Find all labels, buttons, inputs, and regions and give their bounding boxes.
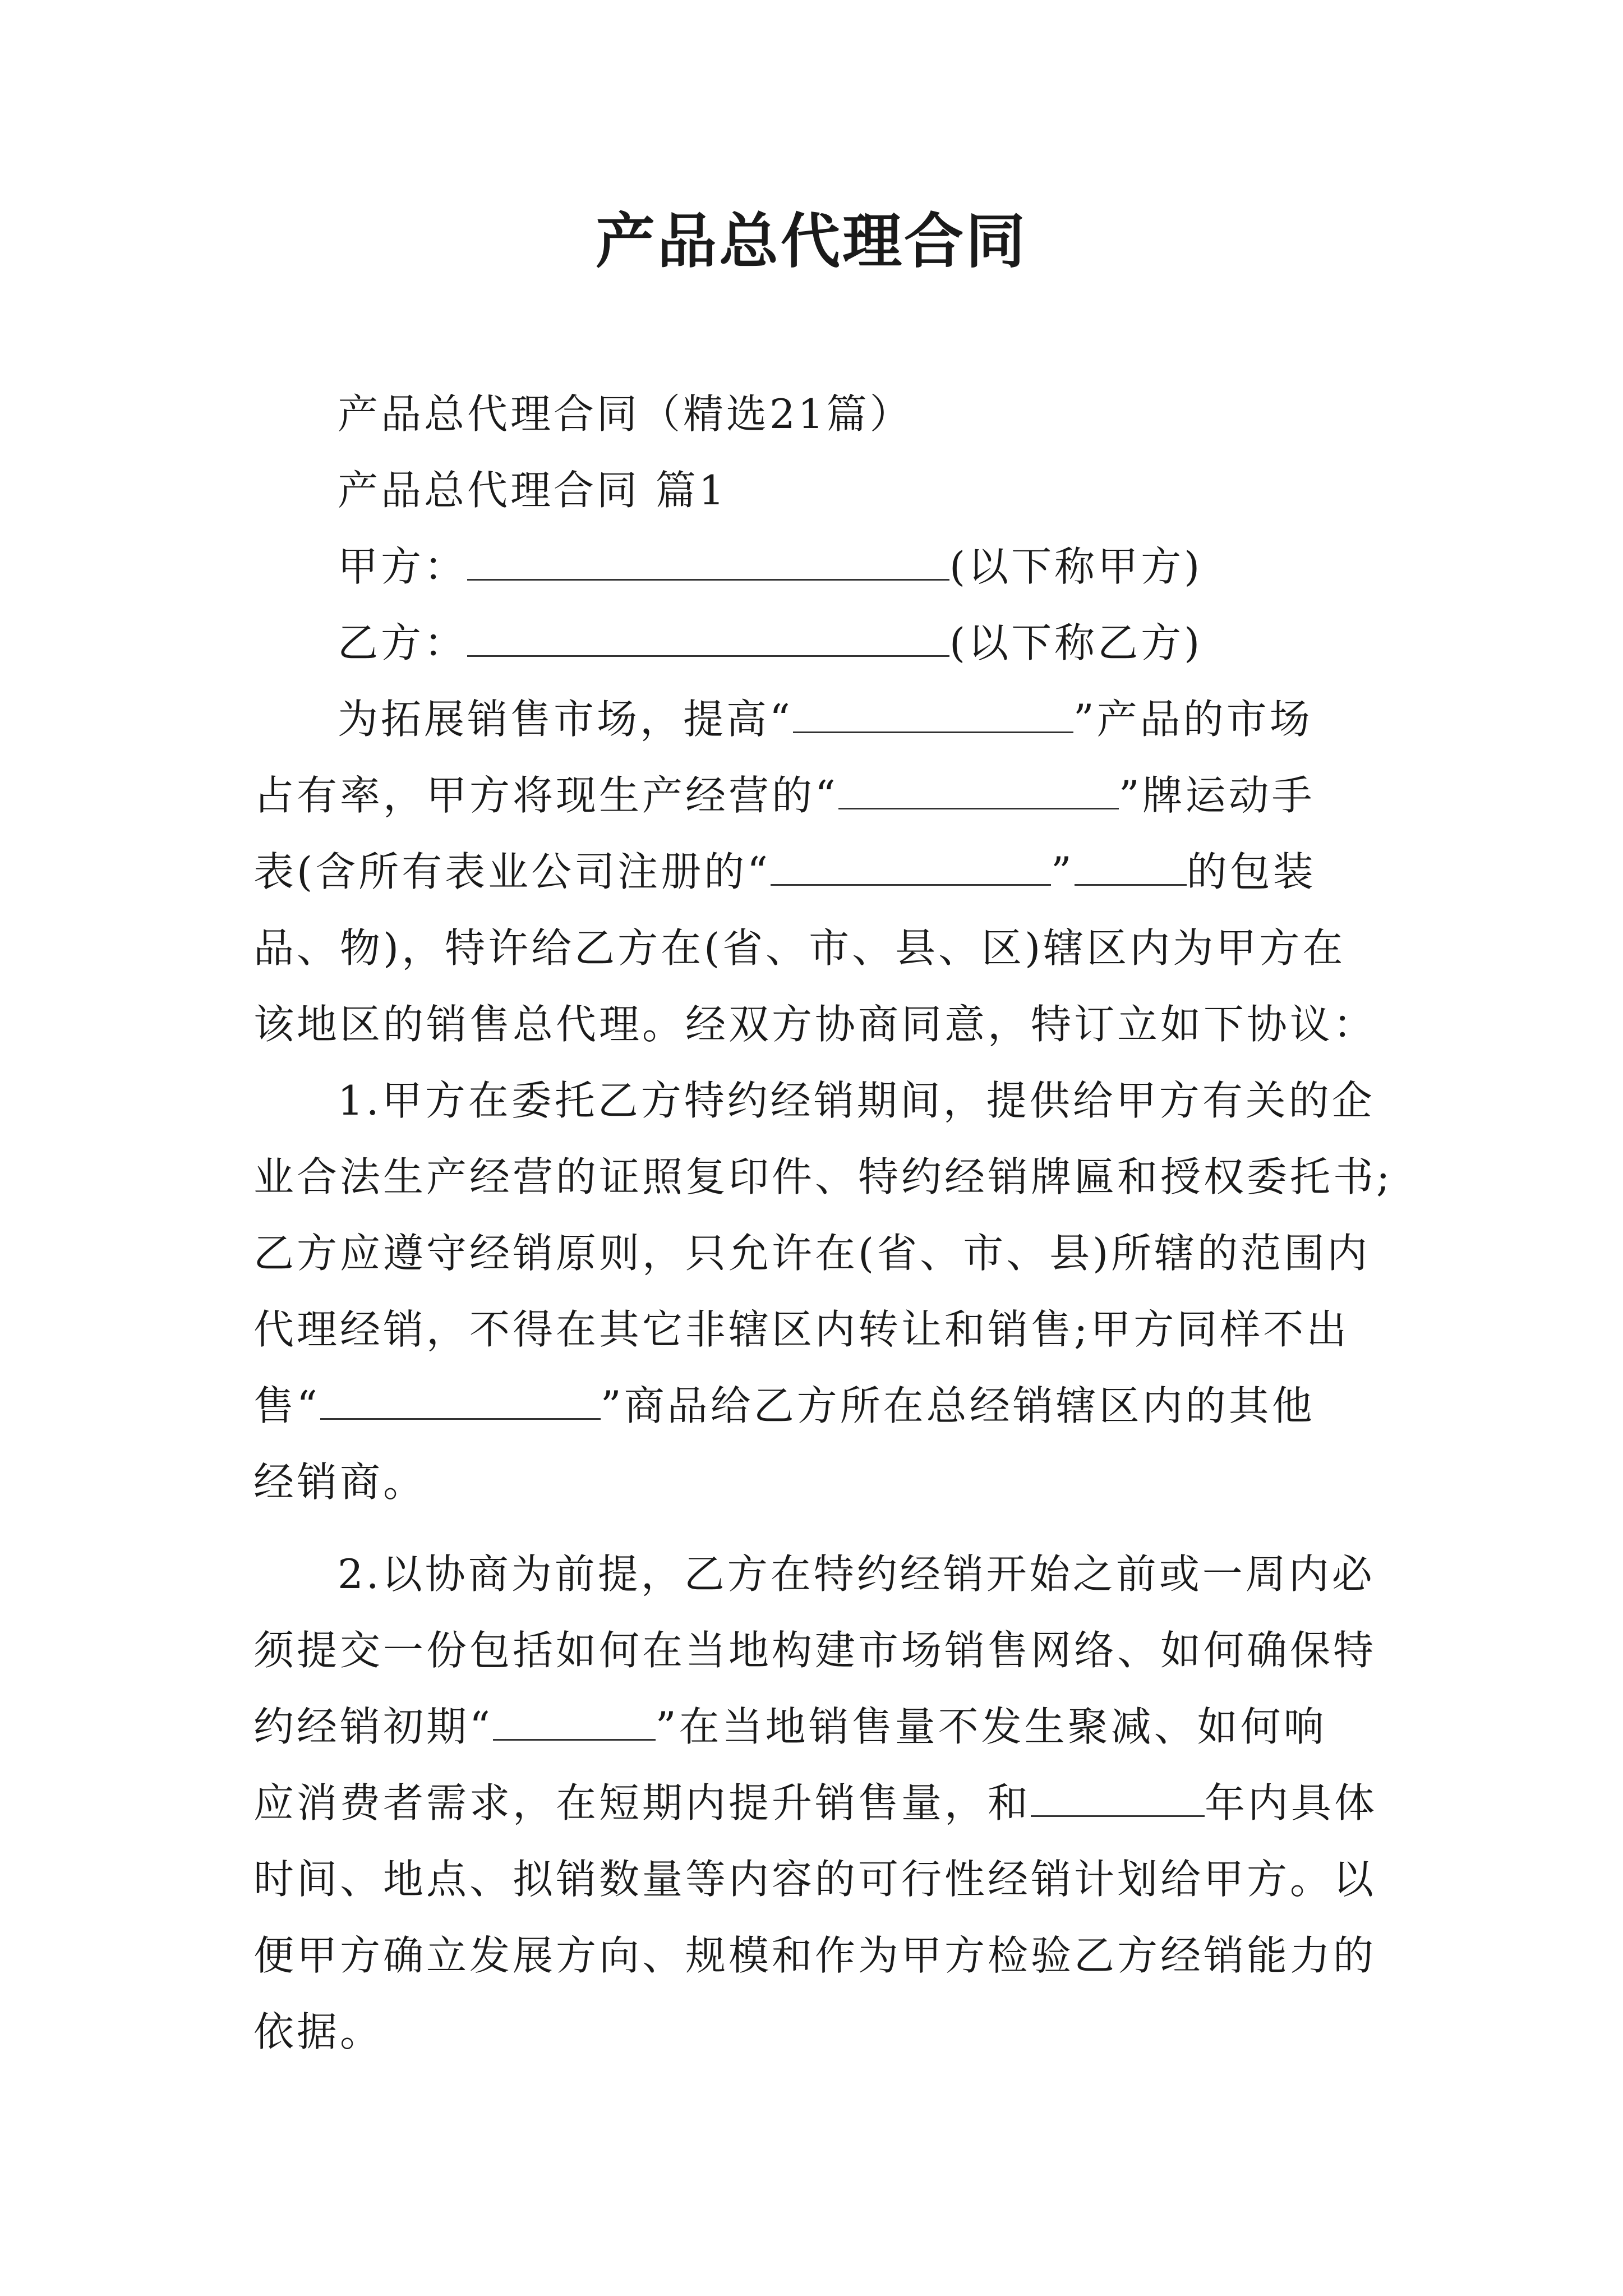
clause-line: 经销商。	[253, 1458, 427, 1506]
document-body	[253, 376, 1393, 2070]
intro-line	[253, 681, 1375, 757]
text-span: ”在当地销售量不发生聚减、如何响	[655, 1703, 1327, 1750]
document-title: 产品总代理合同	[596, 206, 1027, 276]
intro-line: 该地区的销售总代理。经双方协商同意，特订立如下协议：	[253, 1001, 1377, 1048]
intro-paragraph	[253, 681, 1375, 1062]
clause-line: 2.以协商为前提，乙方在特约经销开始之前或一周内必	[338, 1550, 1375, 1598]
text-span: 占有率，甲方将现生产经营的“	[253, 772, 838, 819]
party-a-label: 甲方：	[338, 543, 468, 590]
text-span: 约经销初期“	[253, 1703, 493, 1750]
clause-line	[253, 1368, 1375, 1444]
clause-line: 时间、地点、拟销数量等内容的可行性经销计划给甲方。以	[253, 1856, 1377, 1903]
party-b-label: 乙方：	[338, 619, 468, 666]
party-a-suffix: (以下称甲方)	[949, 543, 1203, 590]
year-blank	[1031, 1779, 1205, 1817]
product-name-blank	[793, 696, 1073, 733]
intro-line: 品、物)，特许给乙方在(省、市、县、区)辖区内为甲方在	[253, 924, 1346, 972]
clause-line: 1.甲方在委托乙方特约经销期间，提供给甲方有关的企	[338, 1077, 1375, 1124]
item-blank	[1075, 848, 1187, 886]
document-subtitle: 产品总代理合同（精选21篇）	[338, 390, 913, 438]
text-span: 表(含所有表业公司注册的“	[253, 848, 771, 895]
clause-line: 须提交一份包括如何在当地构建市场销售网络、如何确保特	[253, 1627, 1377, 1674]
text-span: ”牌运动手	[1118, 772, 1315, 819]
text-span: ”产品的市场	[1073, 696, 1313, 743]
text-span: 的包装	[1186, 848, 1316, 895]
trademark-blank	[771, 848, 1051, 886]
goods-name-blank	[320, 1382, 601, 1420]
text-span: 年内具体	[1205, 1779, 1378, 1826]
party-a-line	[253, 528, 1375, 605]
clause-line: 乙方应遵守经销原则，只允许在(省、市、县)所辖的范围内	[253, 1230, 1371, 1277]
text-span: 为拓展销售市场，提高“	[338, 696, 793, 743]
party-b-suffix: (以下称乙方)	[949, 619, 1203, 666]
text-span: ”商品给乙方所在总经销辖区内的其他	[600, 1382, 1315, 1429]
clause-line: 代理经销，不得在其它非辖区内转让和销售;甲方同样不出	[253, 1306, 1350, 1353]
party-a-blank	[467, 543, 949, 581]
section-heading: 产品总代理合同 篇1	[338, 467, 727, 514]
party-b-line	[253, 605, 1375, 681]
clause-line: 便甲方确立发展方向、规模和作为甲方检验乙方经销能力的	[253, 1932, 1377, 1979]
clause-line	[253, 1765, 1378, 1841]
intro-line	[253, 757, 1375, 834]
text-span: 售“	[253, 1382, 320, 1429]
brand-name-blank	[838, 772, 1119, 809]
product-blank	[493, 1703, 656, 1741]
party-b-blank	[467, 619, 949, 657]
text-span: ”	[1050, 848, 1075, 895]
clause-line: 业合法生产经营的证照复印件、特约经销牌匾和授权委托书;	[253, 1153, 1393, 1200]
clause-1	[253, 1062, 1393, 1520]
clause-line	[253, 1688, 1375, 1765]
clause-line: 依据。	[253, 2008, 384, 2055]
text-span: 应消费者需求，在短期内提升销售量，和	[253, 1779, 1031, 1826]
clause-2	[253, 1536, 1378, 2070]
intro-line	[253, 834, 1375, 910]
